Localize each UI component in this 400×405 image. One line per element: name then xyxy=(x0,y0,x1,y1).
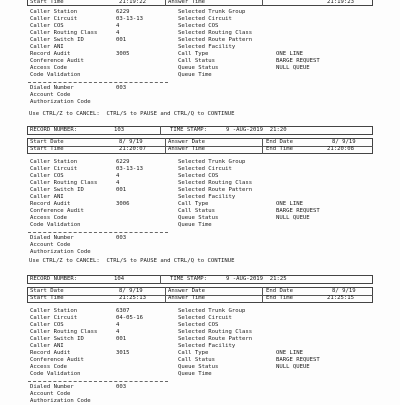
record-104-left-value: 04-05-16 xyxy=(116,315,143,321)
continue-prompt-2: Use CTRL/Z to CANCEL: CTRL/S to PAUSE and CTRL/Q to CONTINUE xyxy=(29,258,235,264)
record-103-answer-date-label: Answer Date xyxy=(168,139,206,145)
record-104-right-label: Selected Circuit xyxy=(178,315,232,321)
record-fragment-bottom-label: Dialed Number xyxy=(30,85,74,91)
record-fragment-right-label: Call Type xyxy=(178,51,209,57)
fragment-answer-time-label: Answer Time xyxy=(168,0,206,5)
record-fragment-left-label: Record Audit xyxy=(30,51,71,57)
record-103-left-label: Caller Station xyxy=(30,159,78,165)
record-104-left-value: 4 xyxy=(116,329,120,335)
record-103-end-time-label: End Time xyxy=(266,146,293,152)
record-104-left-label: Caller Switch ID xyxy=(30,336,84,342)
record-104-time-stamp-label: TIME STAMP: xyxy=(170,276,208,282)
record-103-left-value: 4 xyxy=(116,173,120,179)
record-103-left-label: Caller Circuit xyxy=(30,166,78,172)
record-104-right-value: BARGE REQUEST xyxy=(276,357,320,363)
record-104-time-stamp: 9 -AUG-2019 21:25 xyxy=(226,276,287,282)
record-103-right-value: BARGE REQUEST xyxy=(276,208,320,214)
record-104-bottom-label: Account Code xyxy=(30,391,71,397)
record-fragment-bottom-label: Account Code xyxy=(30,92,71,98)
record-fragment-left-label: Caller COS xyxy=(30,23,64,29)
record-104-answer-date-label: Answer Date xyxy=(168,288,206,294)
record-fragment-left-value: 3005 xyxy=(116,51,130,57)
record-103-left-label: Record Audit xyxy=(30,201,71,207)
record-104-start-date-label: Start Date xyxy=(30,288,64,294)
record-104-right-label: Call Status xyxy=(178,357,216,363)
record-103-left-label: Caller Routing Class xyxy=(30,180,98,186)
record-104-end-time: 21:25:15 xyxy=(327,295,354,301)
record-fragment-left-value: 6229 xyxy=(116,9,130,15)
record-fragment-right-label: Selected Route Pattern xyxy=(178,37,253,43)
record-103-time-stamp-label: TIME STAMP: xyxy=(170,127,208,133)
record-104-left-label: Caller Station xyxy=(30,308,78,314)
record-103-right-label: Queue Status xyxy=(178,215,219,221)
record-fragment-left-value: 4 xyxy=(116,23,120,29)
record-104-start-time: 21:25:13 xyxy=(119,295,146,301)
record-fragment-right-label: Queue Time xyxy=(178,72,212,78)
record-104-right-value: ONE LINE xyxy=(276,350,303,356)
record-fragment-left-label: Caller Circuit xyxy=(30,16,78,22)
record-fragment-left-label: Caller Switch ID xyxy=(30,37,84,43)
record-103-answer-time-label: Answer Time xyxy=(168,146,206,152)
record-fragment-left-label: Conference Audit xyxy=(30,58,84,64)
record-fragment-bottom-label: Authorization Code xyxy=(30,99,91,105)
record-104-start-date: 8/ 9/19 xyxy=(119,288,143,294)
record-104-right-value: NULL QUEUE xyxy=(276,364,310,370)
record-104-right-label: Selected Routing Class xyxy=(178,329,253,335)
record-fragment-left-value: 001 xyxy=(116,37,127,43)
record-104-left-value: 3015 xyxy=(116,350,130,356)
record-103-left-value: 03-13-13 xyxy=(116,166,143,172)
record-fragment-right-label: Queue Status xyxy=(178,65,219,71)
record-103-left-label: Conference Audit xyxy=(30,208,84,214)
record-103-left-label: Access Code xyxy=(30,215,68,221)
record-103-end-time: 21:20:08 xyxy=(327,146,354,152)
fragment-start-time: 21:19:22 xyxy=(119,0,146,5)
record-103-right-label: Queue Time xyxy=(178,222,212,228)
record-103-end-date-label: End Date xyxy=(266,139,293,145)
record-fragment-left-label: Access Code xyxy=(30,65,68,71)
record-104-left-value: 001 xyxy=(116,336,127,342)
record-104-left-label: Caller COS xyxy=(30,322,64,328)
record-103-dialed-number: 003 xyxy=(116,235,127,241)
record-103-left-value: 3006 xyxy=(116,201,130,207)
record-104-left-value: 6307 xyxy=(116,308,130,314)
record-103-left-label: Caller COS xyxy=(30,173,64,179)
record-103-right-label: Selected Route Pattern xyxy=(178,187,253,193)
record-104-right-label: Selected Route Pattern xyxy=(178,336,253,342)
record-fragment-right-label: Selected Facility xyxy=(178,44,236,50)
record-103-bottom-label: Dialed Number xyxy=(30,235,74,241)
record-103-time-stamp: 9 -AUG-2019 21:20 xyxy=(226,127,287,133)
record-fragment-right-label: Selected Trunk Group xyxy=(178,9,246,15)
record-103-record-number-label: RECORD NUMBER: xyxy=(30,127,78,133)
record-fragment-right-label: Selected Routing Class xyxy=(178,30,253,36)
record-103-divider xyxy=(28,232,168,233)
record-103-record-number: 103 xyxy=(114,127,125,133)
record-103-left-label: Caller ANI xyxy=(30,194,64,200)
record-104-dialed-number: 003 xyxy=(116,384,127,390)
record-103-start-time-label: Start Time xyxy=(30,146,64,152)
record-104-left-label: Caller Circuit xyxy=(30,315,78,321)
record-103-right-label: Selected Trunk Group xyxy=(178,159,246,165)
record-104-right-label: Call Type xyxy=(178,350,209,356)
record-103-right-label: Call Status xyxy=(178,208,216,214)
record-104-left-label: Record Audit xyxy=(30,350,71,356)
record-103-left-label: Code Validation xyxy=(30,222,81,228)
record-104-record-number: 104 xyxy=(114,276,125,282)
record-103-right-label: Call Type xyxy=(178,201,209,207)
record-104-right-label: Selected Trunk Group xyxy=(178,308,246,314)
record-103-right-label: Selected Circuit xyxy=(178,166,232,172)
record-104-divider xyxy=(28,381,168,382)
record-fragment-right-label: Call Status xyxy=(178,58,216,64)
fragment-start-time-label: Start Time xyxy=(30,0,64,5)
record-fragment-left-label: Code Validation xyxy=(30,72,81,78)
record-103-bottom-label: Account Code xyxy=(30,242,71,248)
record-fragment-left-value: 03-13-13 xyxy=(116,16,143,22)
record-103-right-label: Selected Facility xyxy=(178,194,236,200)
record-103-start-time: 21:20:07 xyxy=(119,146,146,152)
record-104-end-date-label: End Date xyxy=(266,288,293,294)
record-103-end-date: 8/ 9/19 xyxy=(332,139,356,145)
record-103-start-date: 8/ 9/19 xyxy=(119,139,143,145)
record-104-bottom-label: Dialed Number xyxy=(30,384,74,390)
record-fragment-right-label: Selected COS xyxy=(178,23,219,29)
record-103-left-value: 6229 xyxy=(116,159,130,165)
record-fragment-left-label: Caller Station xyxy=(30,9,78,15)
record-104-end-time-label: End Time xyxy=(266,295,293,301)
record-104-right-label: Queue Status xyxy=(178,364,219,370)
record-104-left-label: Conference Audit xyxy=(30,357,84,363)
record-104-right-label: Selected COS xyxy=(178,322,219,328)
record-103-right-label: Selected COS xyxy=(178,173,219,179)
continue-prompt-1: Use CTRL/Z to CANCEL: CTRL/S to PAUSE and CTRL/Q to CONTINUE xyxy=(29,111,235,117)
record-104-left-label: Caller ANI xyxy=(30,343,64,349)
record-103-right-value: ONE LINE xyxy=(276,201,303,207)
record-103-right-label: Selected Routing Class xyxy=(178,180,253,186)
record-103-start-date-label: Start Date xyxy=(30,139,64,145)
record-103-left-value: 001 xyxy=(116,187,127,193)
record-103-right-value: NULL QUEUE xyxy=(276,215,310,221)
record-103-left-label: Caller Switch ID xyxy=(30,187,84,193)
record-fragment-dialed-number: 003 xyxy=(116,85,127,91)
record-fragment-right-value: ONE LINE xyxy=(276,51,303,57)
record-fragment-right-value: NULL QUEUE xyxy=(276,65,310,71)
fragment-end-time: 21:19:23 xyxy=(327,0,354,5)
record-104-answer-time-label: Answer Time xyxy=(168,295,206,301)
record-103-bottom-label: Authorization Code xyxy=(30,249,91,255)
record-104-right-label: Selected Facility xyxy=(178,343,236,349)
record-104-left-label: Access Code xyxy=(30,364,68,370)
record-fragment-right-value: BARGE REQUEST xyxy=(276,58,320,64)
record-fragment-divider xyxy=(28,82,168,83)
record-fragment-left-value: 4 xyxy=(116,30,120,36)
record-104-start-time-label: Start Time xyxy=(30,295,64,301)
record-104-record-number-label: RECORD NUMBER: xyxy=(30,276,78,282)
record-103-left-value: 4 xyxy=(116,180,120,186)
record-fragment-left-label: Caller Routing Class xyxy=(30,30,98,36)
record-fragment-left-label: Caller ANI xyxy=(30,44,64,50)
record-104-bottom-label: Authorization Code xyxy=(30,398,91,404)
record-104-left-label: Caller Routing Class xyxy=(30,329,98,335)
record-104-left-value: 4 xyxy=(116,322,120,328)
record-104-left-label: Code Validation xyxy=(30,371,81,377)
record-104-right-label: Queue Time xyxy=(178,371,212,377)
record-104-end-date: 8/ 9/19 xyxy=(332,288,356,294)
record-fragment-right-label: Selected Circuit xyxy=(178,16,232,22)
